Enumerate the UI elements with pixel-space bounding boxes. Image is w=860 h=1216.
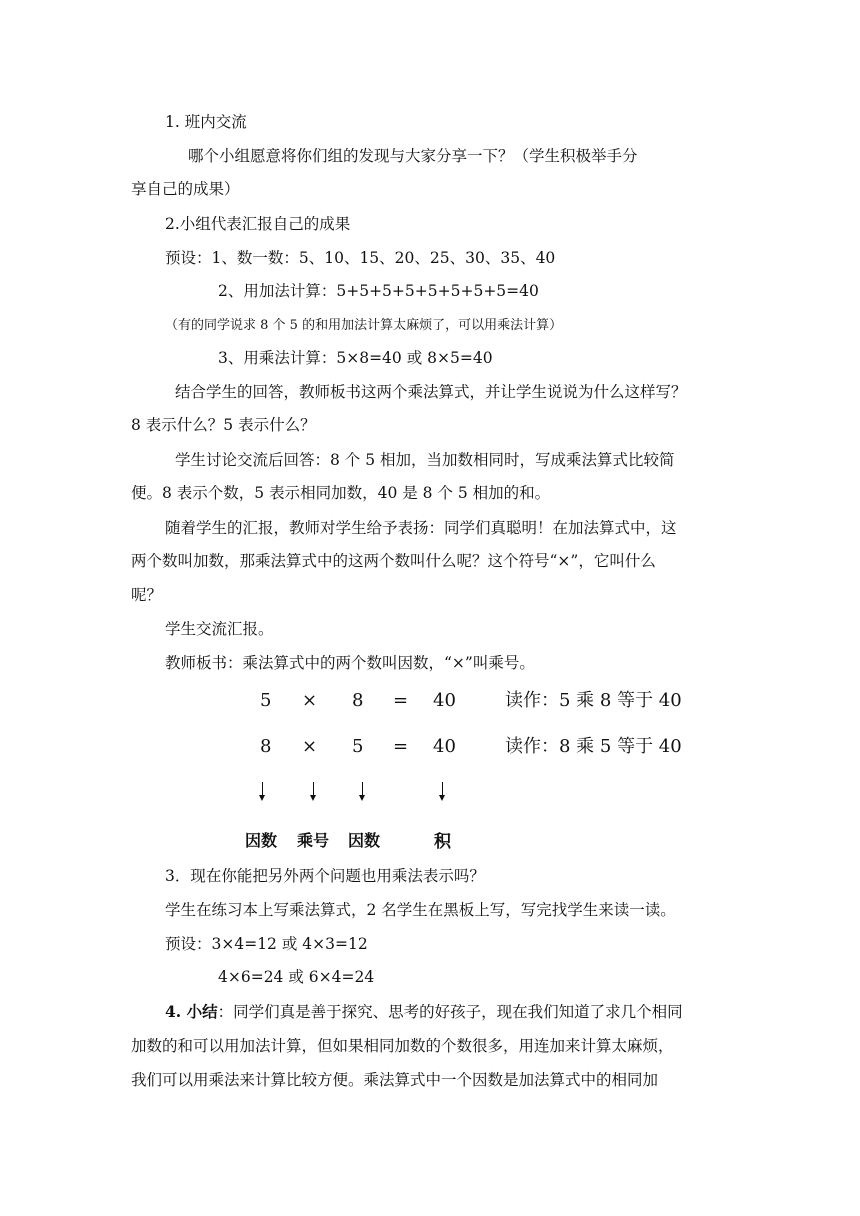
paragraph-line: 2、用加法计算：5+5+5+5+5+5+5+5=40 <box>218 282 539 300</box>
summary-line-3: 我们可以用乘法来计算比较方便。乘法算式中一个因数是加法算式中的相同加 <box>131 1071 659 1089</box>
paragraph-line: 哪个小组愿意将你们组的发现与大家分享一下？（学生积极举手分 <box>188 147 638 165</box>
note-line: （有的同学说求 8 个 5 的和用加法计算太麻烦了，可以用乘法计算） <box>165 318 563 333</box>
paragraph-line: 呢？ <box>131 586 163 604</box>
label-factor: 因数 <box>245 831 278 850</box>
arrow-down-icon <box>442 782 443 796</box>
summary-line-1 <box>165 1002 683 1022</box>
equation-times-sign: × <box>302 736 318 757</box>
equation-equals-sign: = <box>393 690 409 711</box>
equation-reading: 读作：5 乘 8 等于 40 <box>505 690 682 711</box>
summary-line-2: 加数的和可以用加法计算，但如果相同加数的个数很多，用连加来计算太麻烦， <box>131 1037 674 1055</box>
paragraph-line: 3、用乘法计算：5×8=40 或 8×5=40 <box>218 349 493 367</box>
label-factor: 因数 <box>348 831 381 850</box>
label-multiplication-sign: 乘号 <box>297 831 330 850</box>
paragraph-line: 教师板书：乘法算式中的两个数叫因数，“×”叫乘号。 <box>165 654 535 672</box>
equation-result: 40 <box>433 736 456 757</box>
arrow-down-icon <box>262 782 263 796</box>
equation-factor-a: 8 <box>260 736 272 757</box>
equation-equals-sign: = <box>393 736 409 757</box>
paragraph-line: 随着学生的汇报，教师对学生给予表扬：同学们真聪明！在加法算式中，这 <box>165 519 677 537</box>
paragraph-line: 4×6=24 或 6×4=24 <box>218 968 375 986</box>
paragraph-line: 两个数叫加数，那乘法算式中的这两个数叫什么呢？这个符号“×”，它叫什么 <box>131 552 656 570</box>
paragraph-line: 学生在练习本上写乘法算式，2 名学生在黑板上写，写完找学生来读一读。 <box>165 901 676 919</box>
paragraph-line: 便。8 表示个数，5 表示相同加数，40 是 8 个 5 相加的和。 <box>131 484 551 502</box>
equation-factor-b: 5 <box>352 736 364 757</box>
paragraph-line: 结合学生的回答，教师板书这两个乘法算式，并让学生说说为什么这样写？ <box>175 383 687 401</box>
paragraph-line: 预设：1、数一数：5、10、15、20、25、30、35、40 <box>165 249 556 267</box>
equation-times-sign: × <box>302 690 318 711</box>
arrow-down-icon <box>362 782 363 796</box>
equation-reading: 读作：8 乘 5 等于 40 <box>505 736 682 757</box>
label-product: 积 <box>434 832 451 852</box>
heading-group-report: 2.小组代表汇报自己的成果 <box>165 215 351 233</box>
paragraph-line: 学生讨论交流后回答：8 个 5 相加，当加数相同时，写成乘法算式比较简 <box>175 451 675 469</box>
paragraph-line: 8 表示什么？5 表示什么？ <box>131 416 316 434</box>
heading-class-exchange: 1. 班内交流 <box>165 113 247 131</box>
paragraph-line: 预设：3×4=12 或 4×3=12 <box>165 935 368 953</box>
paragraph-line: 学生交流汇报。 <box>165 620 274 638</box>
summary-text: ：同学们真是善于探究、思考的好孩子，现在我们知道了求几个相同 <box>217 1003 683 1021</box>
equation-factor-b: 8 <box>352 690 364 711</box>
equation-result: 40 <box>433 690 456 711</box>
summary-heading: 4. 小结 <box>165 1002 218 1021</box>
arrow-down-icon <box>313 782 314 796</box>
equation-factor-a: 5 <box>260 690 272 711</box>
paragraph-line: 享自己的成果） <box>131 180 240 198</box>
heading-question-3: 3．现在你能把另外两个问题也用乘法表示吗？ <box>165 867 485 885</box>
